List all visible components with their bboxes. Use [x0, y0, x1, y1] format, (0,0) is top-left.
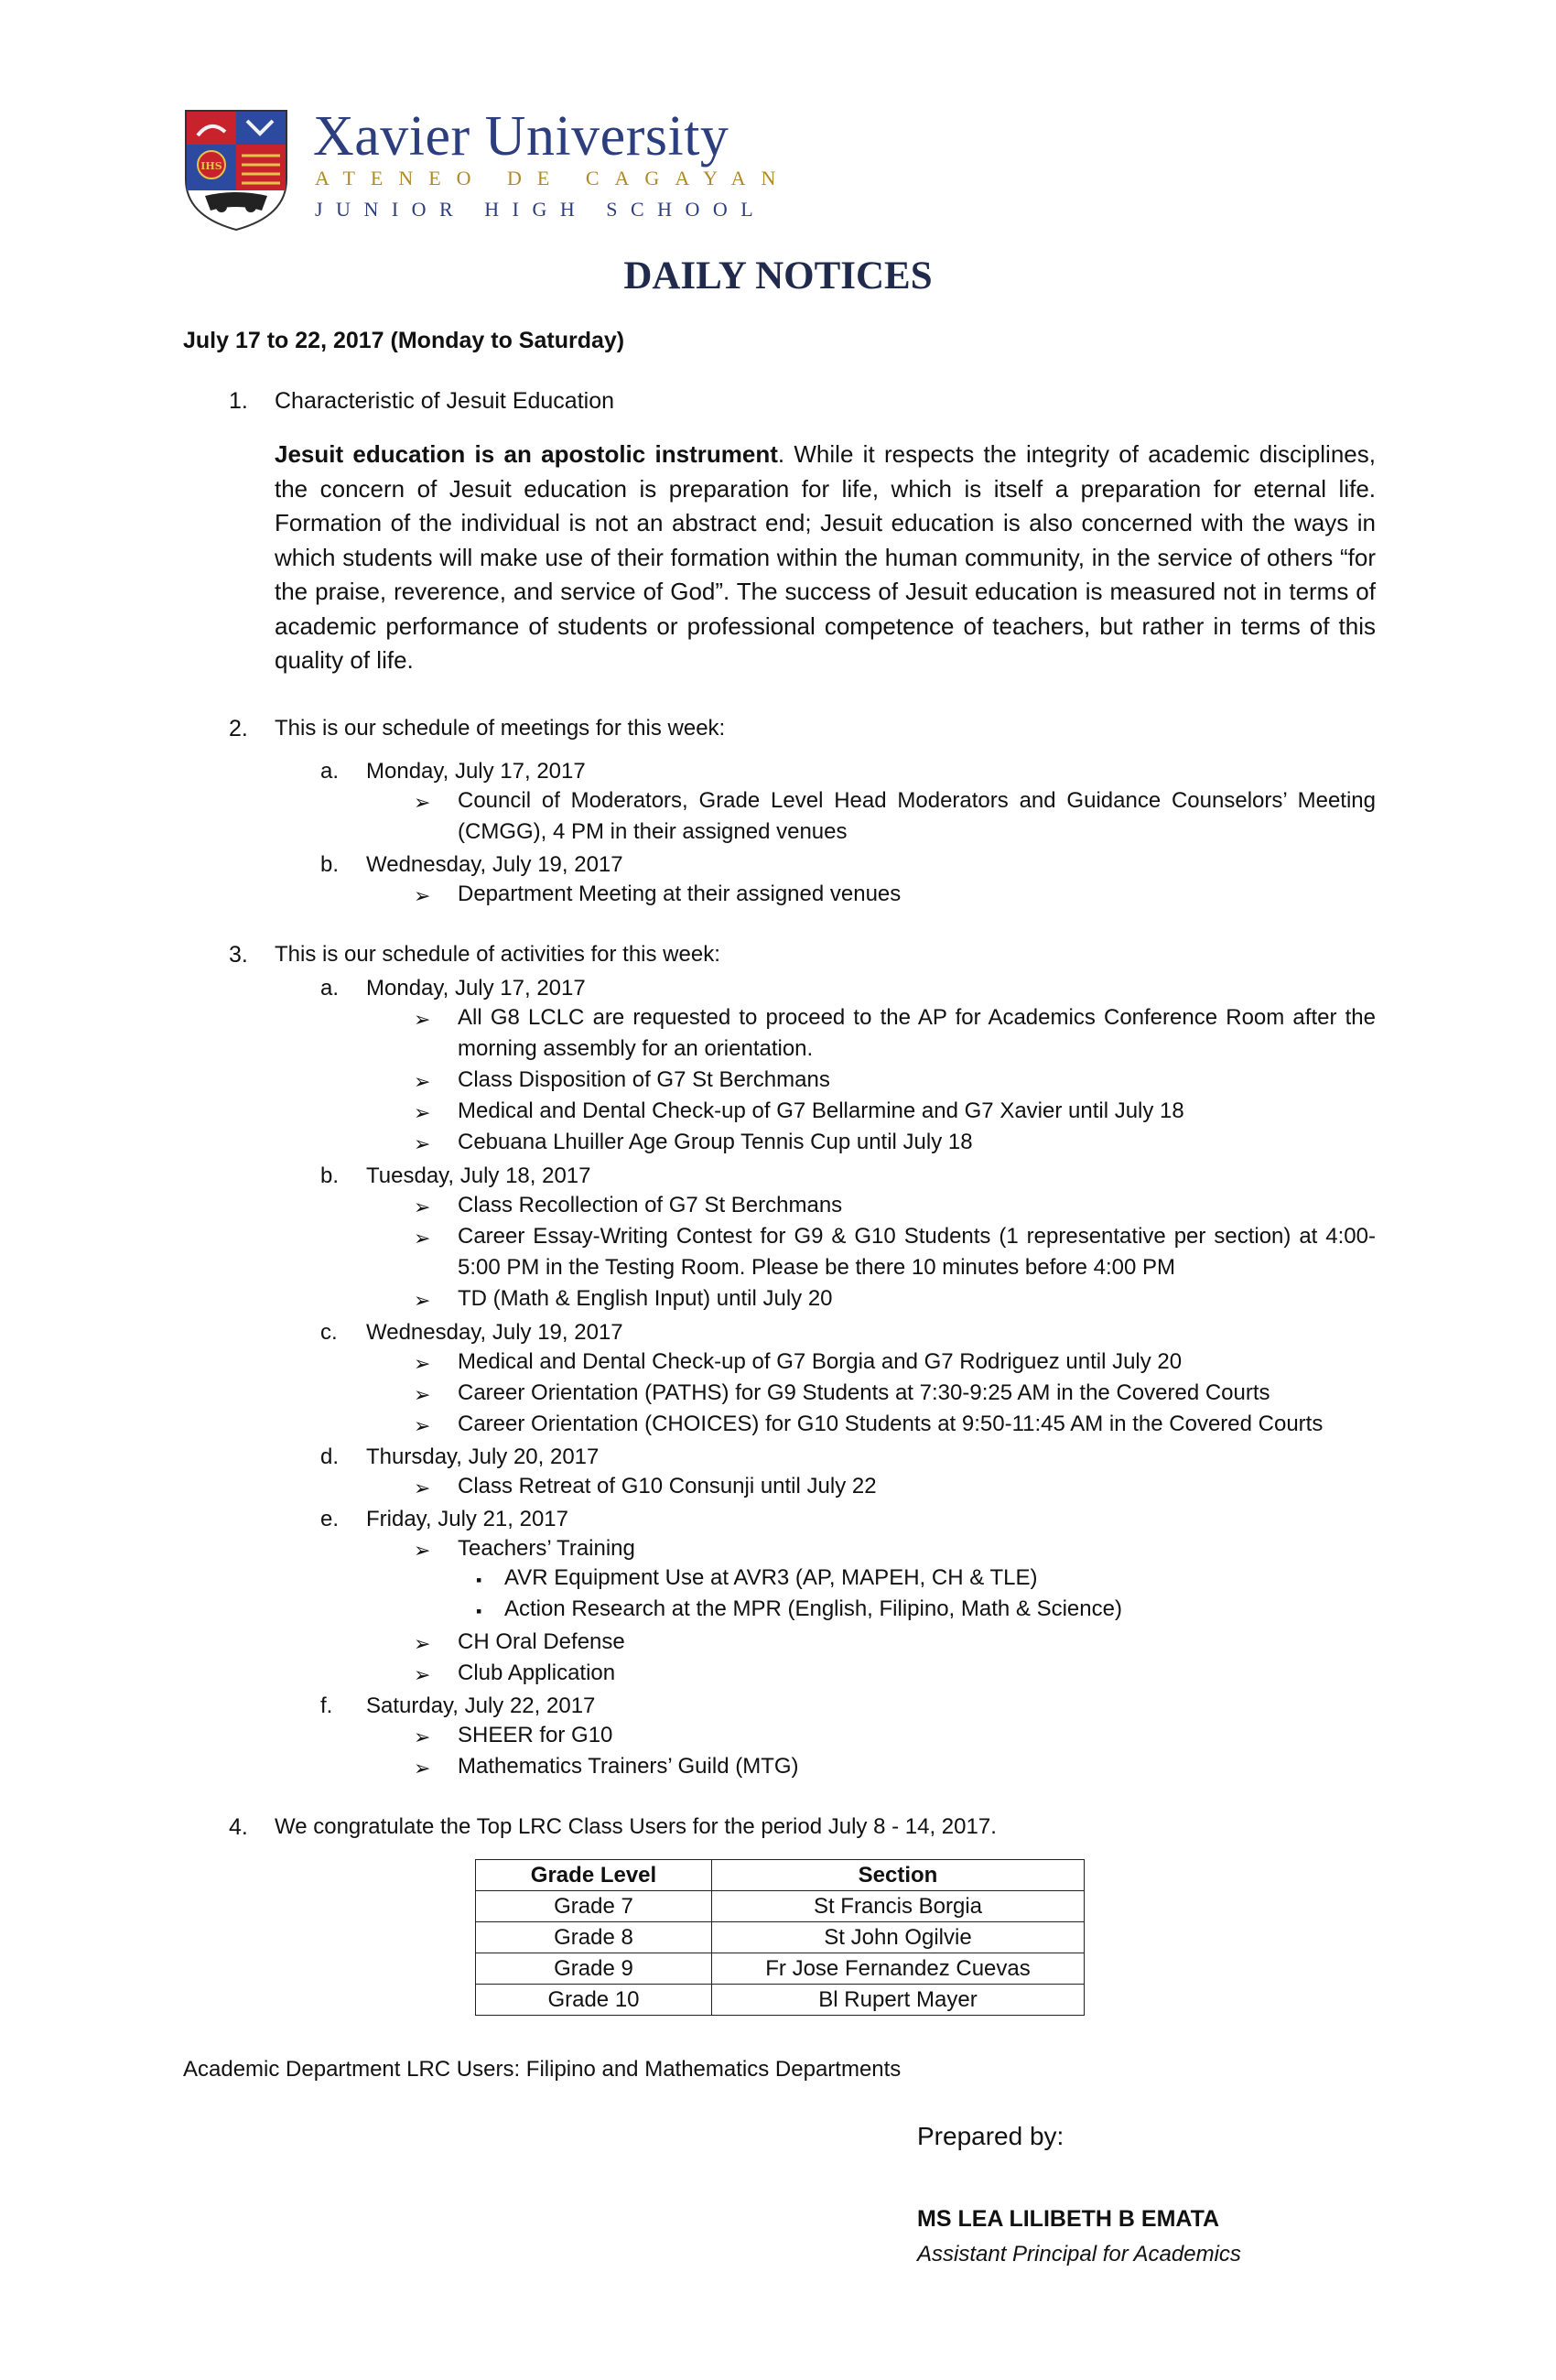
list-item: Department Meeting at their assigned venues	[458, 882, 902, 906]
list-item: SHEER for G10	[458, 1723, 613, 1747]
list-item: Class Retreat of G10 Consunji until July 22	[458, 1474, 877, 1498]
sub-list-item: Action Research at the MPR (English, Filipino, Math & Science)	[504, 1596, 1122, 1621]
arrow-bullet-icon: ➢	[414, 1477, 431, 1499]
item-heading: We congratulate the Top LRC Class Users for the period July 8 - 14, 2017.	[275, 1814, 997, 1839]
square-bullet-icon: ▪	[476, 1571, 482, 1589]
list-item: All G8 LCLC are requested to proceed to the AP for Academics Conference Room after the morning assembly for an orientation.	[458, 1005, 1376, 1061]
arrow-bullet-icon: ➢	[414, 1070, 431, 1093]
table-row	[476, 1891, 1085, 1922]
prepared-by-label: Prepared by:	[917, 2122, 1064, 2150]
university-name: Xavier University	[313, 105, 729, 168]
day-letter: b.	[320, 852, 340, 877]
list-item: Career Orientation (PATHS) for G9 Students at 7:30-9:25 AM in the Covered Courts	[458, 1380, 1270, 1405]
crest-monogram: IHS	[200, 160, 222, 172]
day-label: Wednesday, July 19, 2017	[366, 1320, 623, 1345]
arrow-bullet-icon: ➢	[414, 1414, 431, 1437]
arrow-bullet-icon: ➢	[414, 1663, 431, 1686]
day-label: Monday, July 17, 2017	[366, 759, 586, 784]
signer-name: MS LEA LILIBETH B EMATA	[917, 2206, 1220, 2232]
list-item: Medical and Dental Check-up of G7 Borgia and G7 Rodriguez until July 20	[458, 1349, 1183, 1374]
column-header: Grade Level	[476, 1860, 712, 1891]
day-label: Friday, July 21, 2017	[366, 1507, 569, 1531]
table-row	[476, 1953, 1085, 1985]
day-label: Tuesday, July 18, 2017	[366, 1163, 591, 1188]
arrow-bullet-icon: ➢	[414, 1227, 431, 1250]
day-letter: b.	[320, 1163, 340, 1188]
date-range: July 17 to 22, 2017 (Monday to Saturday)	[183, 328, 625, 353]
arrow-bullet-icon: ➢	[414, 1539, 431, 1562]
day-letter: f.	[320, 1693, 333, 1718]
arrow-bullet-icon: ➢	[414, 1289, 431, 1312]
grade-cell: Grade 7	[476, 1891, 712, 1922]
square-bullet-icon: ▪	[476, 1602, 482, 1620]
list-item: TD (Math & English Input) until July 20	[458, 1286, 833, 1311]
arrow-bullet-icon: ➢	[414, 791, 431, 814]
arrow-bullet-icon: ➢	[414, 1383, 431, 1406]
arrow-bullet-icon: ➢	[414, 1101, 431, 1124]
item-heading: This is our schedule of meetings for this week:	[275, 716, 726, 741]
list-item: Teachers’ Training	[458, 1536, 635, 1561]
list-item: Council of Moderators, Grade Level Head Moderators and Guidance Counselors’ Meeting (CMGG), 4 PM in their assigned venues	[458, 788, 1376, 844]
item-number: 3.	[229, 942, 248, 968]
grade-cell: Grade 9	[476, 1953, 712, 1985]
list-item: Class Recollection of G7 St Berchmans	[458, 1193, 843, 1217]
list-item: Club Application	[458, 1661, 616, 1685]
arrow-bullet-icon: ➢	[414, 1132, 431, 1155]
arrow-bullet-icon: ➢	[414, 1352, 431, 1375]
signer-title: Assistant Principal for Academics	[917, 2242, 1241, 2266]
arrow-bullet-icon: ➢	[414, 884, 431, 907]
table-row	[476, 1922, 1085, 1953]
item-heading: This is our schedule of activities for this week:	[275, 942, 720, 967]
paragraph-body: . While it respects the integrity of academic disciplines, the concern of Jesuit education is preparation for life, which is itself a preparation for eternal life. Formation of the individual is not an abstract end; Jesuit education is also concerned with the ways in which students will make use of their formation within the human community, in the service of others “for the praise, reverence, and service of God”. The success of Jesuit education is measured not in terms of academic performance of students or professional competence of teachers, but rather in terms of this quality of life.	[275, 440, 1376, 674]
arrow-bullet-icon: ➢	[414, 1195, 431, 1218]
list-item: Mathematics Trainers’ Guild (MTG)	[458, 1754, 799, 1779]
day-label: Wednesday, July 19, 2017	[366, 852, 623, 877]
page-title: DAILY NOTICES	[623, 254, 933, 298]
grade-cell: Grade 10	[476, 1985, 712, 2016]
section-cell: Bl Rupert Mayer	[712, 1985, 1085, 2016]
item-number: 1.	[229, 388, 248, 414]
list-item: CH Oral Defense	[458, 1629, 625, 1654]
day-letter: e.	[320, 1507, 340, 1531]
day-label: Saturday, July 22, 2017	[366, 1693, 596, 1718]
column-header: Section	[712, 1860, 1085, 1891]
university-subtitle: ATENEO DE CAGAYAN	[315, 167, 792, 189]
item-heading: Characteristic of Jesuit Education	[275, 388, 615, 414]
day-letter: c.	[320, 1320, 338, 1345]
arrow-bullet-icon: ➢	[414, 1008, 431, 1031]
university-crest-icon	[183, 108, 289, 233]
item-number: 4.	[229, 1814, 248, 1840]
arrow-bullet-icon: ➢	[414, 1757, 431, 1780]
day-label: Thursday, July 20, 2017	[366, 1444, 600, 1469]
list-item: Medical and Dental Check-up of G7 Bellarmine and G7 Xavier until July 18	[458, 1098, 1184, 1123]
section-cell: St John Ogilvie	[712, 1922, 1085, 1953]
lrc-users-table	[475, 1859, 1085, 2016]
day-letter: a.	[320, 976, 340, 1001]
arrow-bullet-icon: ➢	[414, 1726, 431, 1748]
section-cell: St Francis Borgia	[712, 1891, 1085, 1922]
list-item: Career Essay-Writing Contest for G9 & G10 Students (1 representative per section) at 4:00-5:00 PM in the Testing Room. Please be there 10 minutes before 4:00 PM	[458, 1224, 1376, 1280]
day-letter: d.	[320, 1444, 340, 1469]
list-item: Class Disposition of G7 St Berchmans	[458, 1067, 830, 1092]
paragraph-lead: Jesuit education is an apostolic instrument	[275, 440, 778, 468]
academic-lrc-users: Academic Department LRC Users: Filipino and Mathematics Departments	[183, 2057, 902, 2082]
day-letter: a.	[320, 759, 340, 784]
list-item: Career Orientation (CHOICES) for G10 Students at 9:50-11:45 AM in the Covered Courts	[458, 1412, 1324, 1436]
jesuit-education-paragraph	[275, 438, 1376, 678]
section-cell: Fr Jose Fernandez Cuevas	[712, 1953, 1085, 1985]
list-item: Cebuana Lhuiller Age Group Tennis Cup until July 18	[458, 1130, 973, 1154]
table-row	[476, 1985, 1085, 2016]
item-number: 2.	[229, 716, 248, 741]
sub-list-item: AVR Equipment Use at AVR3 (AP, MAPEH, CH & TLE)	[504, 1565, 1038, 1590]
grade-cell: Grade 8	[476, 1922, 712, 1953]
table-header-row	[476, 1860, 1085, 1891]
school-subtitle: JUNIOR HIGH SCHOOL	[315, 198, 767, 221]
day-label: Monday, July 17, 2017	[366, 976, 586, 1001]
arrow-bullet-icon: ➢	[414, 1632, 431, 1655]
